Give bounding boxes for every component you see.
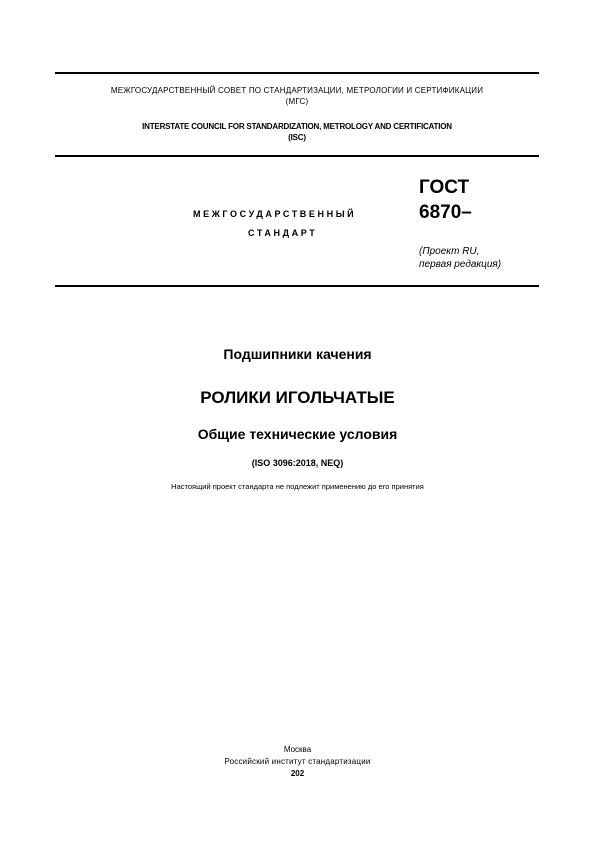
publication-year: 202 <box>290 769 305 778</box>
gost-label: ГОСТ <box>419 177 470 198</box>
top-rule <box>55 72 539 74</box>
iso-reference: (ISO 3096:2018, NEQ) <box>251 458 344 468</box>
main-title: РОЛИКИ ИГОЛЬЧАТЫЕ <box>200 388 395 407</box>
draft-note: Настоящий проект стандарта не подлежит применению до его принятия <box>171 482 424 491</box>
standard-type-line2: СТАНДАРТ <box>248 228 318 238</box>
subtitle: Общие технические условия <box>197 426 398 442</box>
header-rule <box>55 155 539 157</box>
draft-status-line1: (Проект RU, <box>419 246 480 257</box>
series-title: Подшипники качения <box>223 346 372 362</box>
council-abbr-ru: (МГС) <box>285 97 309 106</box>
gost-number: 6870– <box>419 202 472 223</box>
draft-status-line2: первая редакция) <box>419 259 502 270</box>
council-abbr-en: (ISC) <box>288 133 306 142</box>
standard-type-line1: МЕЖГОСУДАРСТВЕННЫЙ <box>193 209 357 219</box>
publication-city: Москва <box>283 745 312 754</box>
council-name-ru: МЕЖГОСУДАРСТВЕННЫЙ СОВЕТ ПО СТАНДАРТИЗАЦИИ, МЕТРОЛОГИИ И СЕРТИФИКАЦИИ <box>110 86 484 95</box>
council-name-en: INTERSTATE COUNCIL FOR STANDARDIZATION, METROLOGY AND CERTIFICATION <box>142 122 452 131</box>
designation-rule <box>55 285 539 287</box>
publisher-institute: Российский институт стандартизации <box>224 757 371 766</box>
